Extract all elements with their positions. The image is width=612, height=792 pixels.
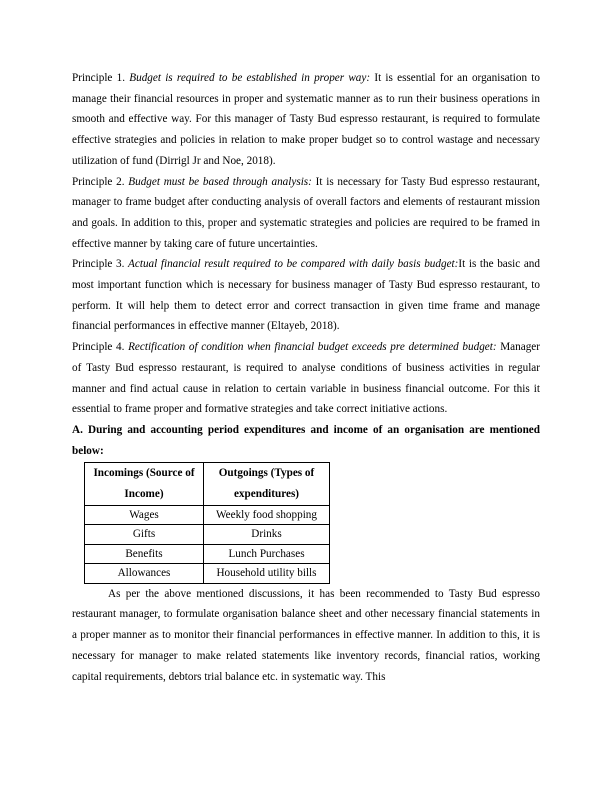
table-cell-outgoing: Drinks bbox=[204, 525, 330, 545]
document-page bbox=[72, 68, 540, 687]
principle-2 bbox=[72, 172, 540, 255]
table-header-row bbox=[85, 463, 330, 505]
table-row bbox=[85, 525, 330, 545]
principle-3-prefix: Principle 3. bbox=[72, 258, 129, 271]
income-expenditure-table bbox=[84, 462, 330, 583]
principle-4-body: Manager of Tasty Bud espresso restaurant, is required to analyse conditions of business activities in regular manner and find actual cause in relation to certain variable in business financial outcome. For this it essential to frame proper and formative strategies and take correct initiative actions. bbox=[72, 341, 540, 416]
table-cell-outgoing: Weekly food shopping bbox=[204, 505, 330, 525]
table-cell-outgoing: Lunch Purchases bbox=[204, 544, 330, 564]
table-row bbox=[85, 544, 330, 564]
table-row bbox=[85, 564, 330, 584]
principle-2-prefix: Principle 2. bbox=[72, 175, 129, 188]
principle-2-body: It is necessary for Tasty Bud espresso restaurant, manager to frame budget after conducting analysis of overall factors and elements of restaurant mission and goals. In addition to this, proper and systematic strategies and policies are required to be framed in effective manner by taking care of future uncertainties. bbox=[72, 175, 540, 250]
principle-4-title: Rectification of condition when financial budget exceeds pre determined budget: bbox=[128, 341, 497, 354]
table-cell-outgoing: Household utility bills bbox=[204, 564, 330, 584]
principle-3-title: Actual financial result required to be compared with daily basis budget: bbox=[128, 258, 459, 271]
principle-2-title: Budget must be based through analysis: bbox=[128, 175, 312, 188]
table-cell-incoming: Gifts bbox=[85, 525, 204, 545]
section-heading: A. During and accounting period expenditures and income of an organisation are mentioned below: bbox=[72, 423, 540, 457]
principle-3 bbox=[72, 254, 540, 337]
principle-1 bbox=[72, 68, 540, 172]
closing-paragraph: As per the above mentioned discussions, it has been recommended to Tasty Bud espresso restaurant manager, to formulate organisation balance sheet and other necessary financial statements in a proper manner as to monitor their financial performances in effective manner. In addition to this, it is necessary for manager to make related statements like inventory records, financial ratios, working capital requirements, debtors trial balance etc. in systematic way. This bbox=[72, 587, 540, 683]
principle-4-prefix: Principle 4. bbox=[72, 341, 129, 354]
principle-1-prefix: Principle 1. bbox=[72, 72, 130, 84]
table-cell-incoming: Wages bbox=[85, 505, 204, 525]
table-header-outgoings: Outgoings (Types of expenditures) bbox=[204, 463, 330, 505]
principle-3-body: It is the basic and most important function which is necessary for business manager of Tasty Bud espresso restaurant, to perform. It will help them to detect error and correct transaction in given time frame and manage financial performances in effective manner (Eltayeb, 2018). bbox=[72, 258, 540, 333]
table-cell-incoming: Allowances bbox=[85, 564, 204, 584]
table-cell-incoming: Benefits bbox=[85, 544, 204, 564]
principle-1-body: It is essential for an organisation to manage their financial resources in proper and systematic manner as to run their business operations in smooth and effective way. For this manager of Tasty Bud espresso restaurant, is required to formulate effective strategies and policies in relation to make proper budget so to control wastage and necessary utilization of fund (Dirrigl Jr and Noe, 2018). bbox=[72, 72, 540, 167]
principle-1-title: Budget is required to be established in proper way: bbox=[129, 72, 371, 84]
table-row bbox=[85, 505, 330, 525]
table-header-incomings: Incomings (Source of Income) bbox=[85, 463, 204, 505]
principle-4 bbox=[72, 337, 540, 420]
